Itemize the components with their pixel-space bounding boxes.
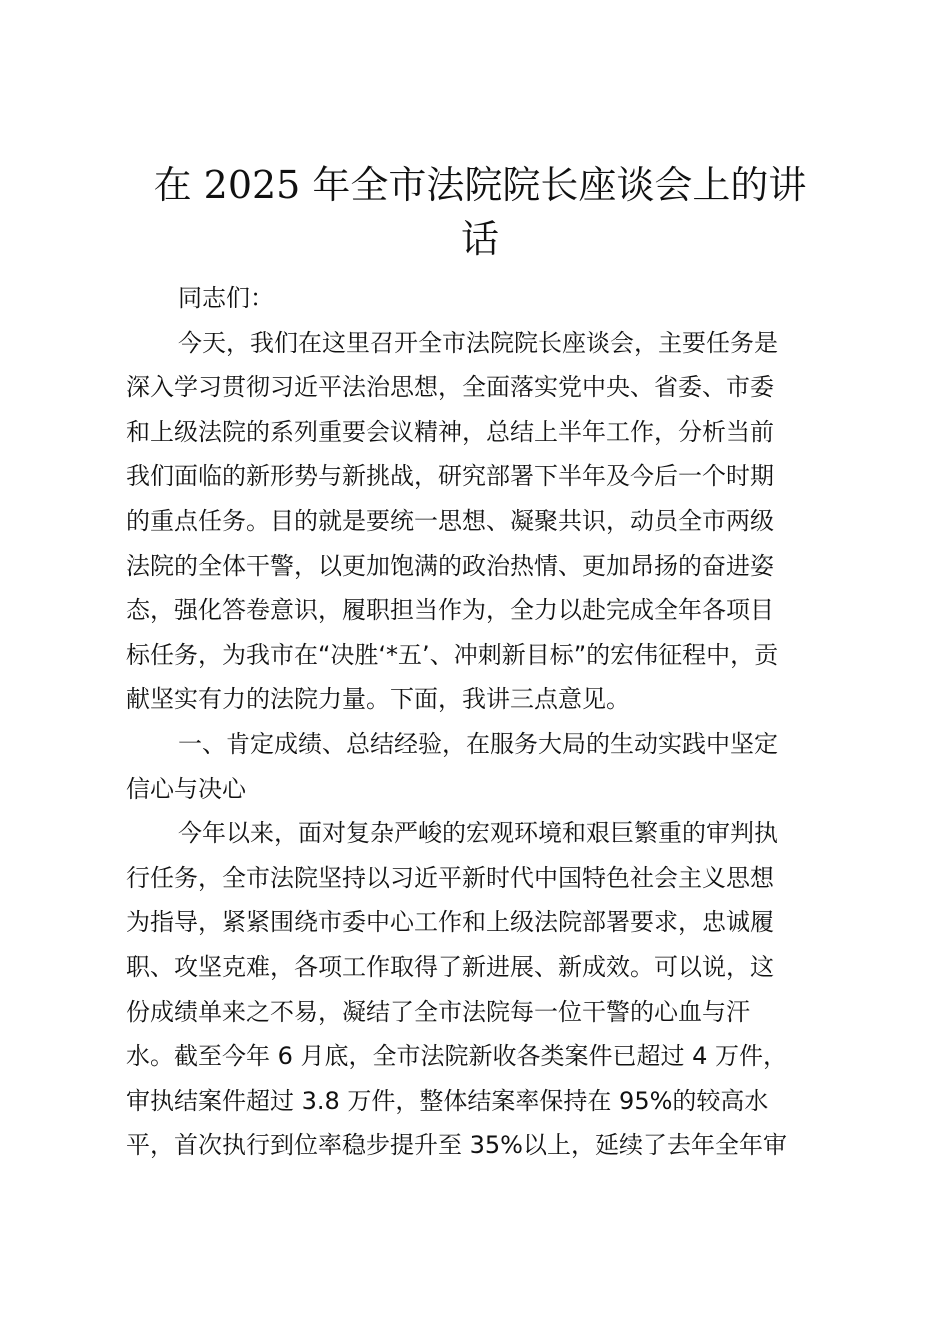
document-body: [126, 276, 826, 1168]
paragraph-1-line-8: 标任务，为我市在“决胜‘*五’、冲刺新目标”的宏伟征程中，贡: [126, 640, 779, 669]
title-line-2: 话: [460, 217, 499, 261]
paragraph-1-line-6: 法院的全体干警，以更加饱满的政治热情、更加昂扬的奋进姿: [126, 551, 774, 580]
title-line-1: 在 2025 年全市法院院长座谈会上的讲: [153, 163, 807, 207]
section-1-heading-line-2: 信心与决心: [126, 774, 246, 803]
paragraph-1-line-2: 深入学习贯彻习近平法治思想，全面落实党中央、省委、市委: [126, 373, 774, 402]
paragraph-2-line-1: 今年以来，面对复杂严峻的宏观环境和艰巨繁重的审判执: [178, 819, 778, 848]
paragraph-2-line-3: 为指导，紧紧围绕市委中心工作和上级法院部署要求，忠诚履: [126, 908, 774, 937]
document-title: [120, 158, 840, 266]
paragraph-1-line-3: 和上级法院的系列重要会议精神，总结上半年工作，分析当前: [126, 417, 774, 446]
paragraph-2-line-5: 份成绩单来之不易，凝结了全市法院每一位干警的心血与汗: [126, 997, 750, 1026]
paragraph-1-line-5: 的重点任务。目的就是要统一思想、凝聚共识，动员全市两级: [126, 506, 774, 535]
section-1-heading-line-1: 一、肯定成绩、总结经验，在服务大局的生动实践中坚定: [178, 729, 778, 758]
paragraph-2-line-7: 审执结案件超过 3.8 万件，整体结案率保持在 95%的较高水: [126, 1086, 769, 1115]
paragraph-1-line-7: 态，强化答卷意识，履职担当作为，全力以赴完成全年各项目: [126, 596, 774, 625]
paragraph-1-line-4: 我们面临的新形势与新挑战，研究部署下半年及今后一个时期: [126, 462, 774, 491]
paragraph-2-line-2: 行任务，全市法院坚持以习近平新时代中国特色社会主义思想: [126, 863, 774, 892]
salutation: 同志们：: [178, 284, 274, 312]
paragraph-2-line-8: 平，首次执行到位率稳步提升至 35%以上，延续了去年全年审: [126, 1131, 787, 1160]
paragraph-2-line-6: 水。截至今年 6 月底，全市法院新收各类案件已超过 4 万件，: [126, 1042, 788, 1071]
paragraph-1-line-1: 今天，我们在这里召开全市法院院长座谈会，主要任务是: [178, 328, 778, 357]
paragraph-1-line-9: 献坚实有力的法院力量。下面，我讲三点意见。: [126, 685, 630, 714]
paragraph-2-line-4: 职、攻坚克难，各项工作取得了新进展、新成效。可以说，这: [126, 952, 774, 981]
